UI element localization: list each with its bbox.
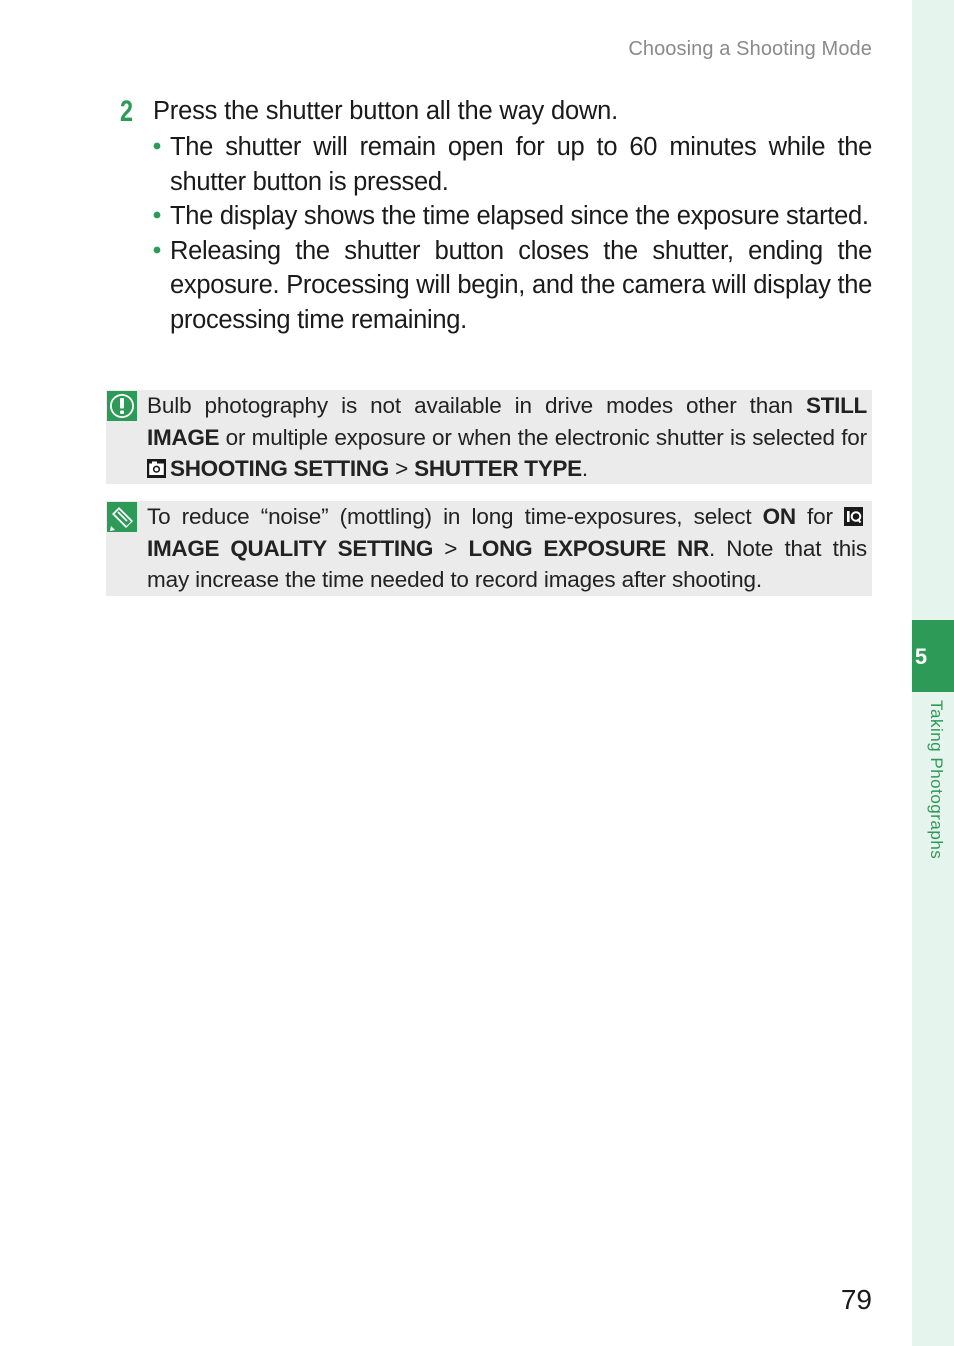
section-title: Choosing a Shooting Mode xyxy=(628,38,872,60)
bullet-dot-icon xyxy=(153,141,163,151)
menu-shutter-type: SHUTTER TYPE xyxy=(414,456,582,481)
caution-icon xyxy=(107,391,137,421)
camera-icon xyxy=(147,459,166,478)
menu-option-on: ON xyxy=(762,504,796,529)
caution-note xyxy=(106,390,872,484)
page-number: 79 xyxy=(840,1284,872,1315)
menu-long-exposure-nr: LONG EXPOSURE NR xyxy=(468,535,709,561)
menu-option-still-image: STILL IMAGE xyxy=(147,393,867,450)
bullet-item xyxy=(153,199,872,234)
menu-image-quality-setting: IMAGE QUALITY SETTING xyxy=(147,535,434,561)
bullet-text: The display shows the time elapsed since the exposure started. xyxy=(170,202,869,230)
step-2 xyxy=(120,94,872,337)
step-heading xyxy=(120,94,872,130)
chapter-title: Taking Photographs xyxy=(927,700,946,860)
tip-icon xyxy=(107,502,137,532)
bullet-item xyxy=(153,234,872,338)
bullet-text: Releasing the shutter button closes the shutter, ending the exposure. Processing will begin, and the camera will display the processing time remaining. xyxy=(170,236,872,334)
tip-text: To reduce “noise” (mottling) in long time-exposures, select ON for IMAGE QUALITY SETTING > LONG EXPOSURE NR. Note that this may increase the time needed to record images after shooting. xyxy=(147,504,868,592)
bullet-text: The shutter will remain open for up to 60 minutes while the shutter button is pressed. xyxy=(170,133,872,196)
tip-note xyxy=(106,501,872,596)
caution-text: Bulb photography is not available in drive modes other than STILL IMAGE or multiple exposure or when the electronic shutter is selected for SHOOTING SETTING > SHUTTER TYPE. xyxy=(147,393,867,481)
bullet-dot-icon xyxy=(153,210,163,220)
image-quality-icon xyxy=(844,507,863,526)
chapter-tab[interactable] xyxy=(912,620,954,692)
bullet-item xyxy=(153,130,872,199)
step-instruction: Press the shutter button all the way down. xyxy=(153,97,619,125)
step-number: 2 xyxy=(120,95,134,128)
step-bullet-list xyxy=(120,130,872,337)
bullet-dot-icon xyxy=(153,245,163,255)
menu-shooting-setting: SHOOTING SETTING xyxy=(170,456,389,481)
chapter-number: 5 xyxy=(914,644,928,669)
